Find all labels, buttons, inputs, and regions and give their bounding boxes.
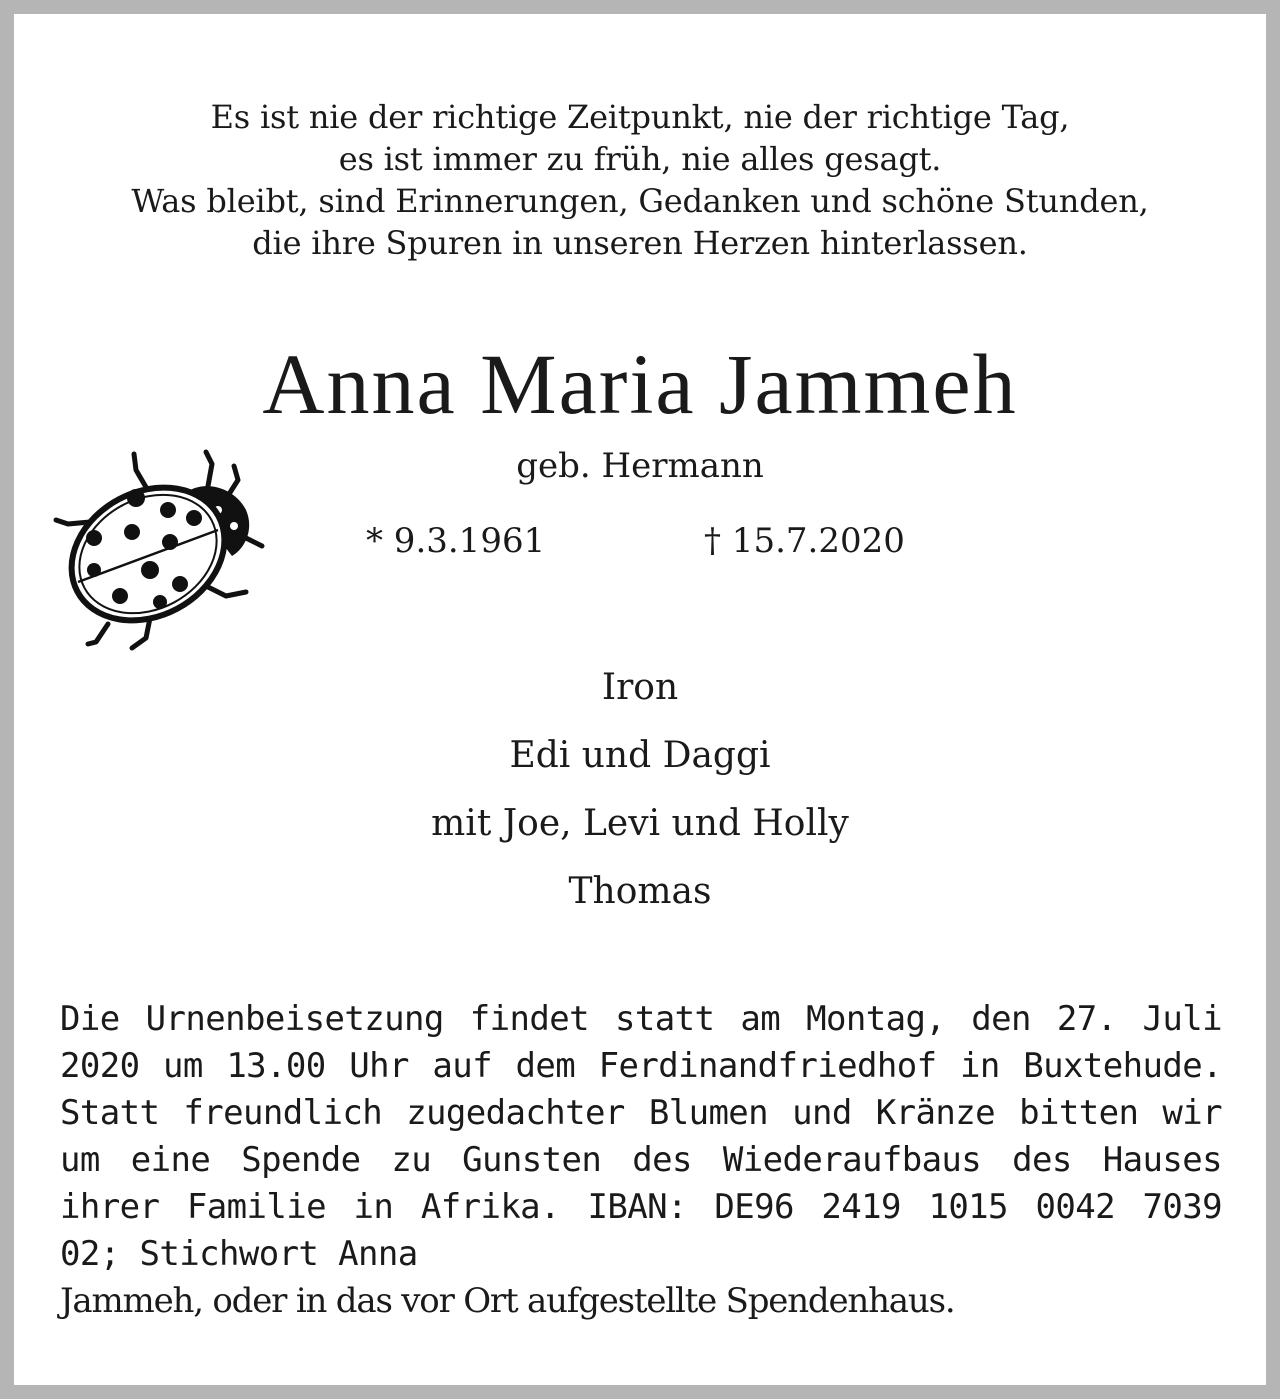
funeral-notice bbox=[60, 996, 1222, 1325]
notice-text: Die Urnenbeisetzung findet statt am Montag, den 27. Juli 2020 um 13.00 Uhr auf dem Ferdinandfriedhof in Buxtehude. Statt freundlich zugedachter Blumen und Kränze bitten wir um eine Spende zu Gunsten des Wiederaufbaus des Hauses ihrer Familie in Afrika. IBAN: DE96 2419 1015 0042 7039 02; Stichwort Anna bbox=[60, 999, 1222, 1274]
deceased-name: Anna Maria Jammeh bbox=[262, 336, 1018, 432]
family-member: Edi und Daggi bbox=[509, 735, 771, 776]
poem-line: Was bleibt, sind Erinnerungen, Gedanken und schöne Stunden, bbox=[131, 182, 1149, 220]
poem-line: die ihre Spuren in unseren Herzen hinterlassen. bbox=[252, 224, 1028, 262]
family-member: Iron bbox=[601, 667, 679, 708]
ladybug-icon bbox=[50, 446, 270, 658]
poem bbox=[14, 96, 1266, 264]
family-member: Thomas bbox=[568, 871, 712, 912]
maiden-name: geb. Hermann bbox=[516, 446, 764, 486]
poem-line: Es ist nie der richtige Zeitpunkt, nie der richtige Tag, bbox=[210, 98, 1070, 136]
death-date: † 15.7.2020 bbox=[704, 521, 905, 561]
poem-line: es ist immer zu früh, nie alles gesagt. bbox=[338, 140, 942, 178]
birth-date: * 9.3.1961 bbox=[366, 521, 546, 561]
family-list bbox=[14, 660, 1266, 932]
notice-tail: Jammeh, oder in das vor Ort aufgestellte Spendenhaus. bbox=[60, 1281, 955, 1321]
family-member: mit Joe, Levi und Holly bbox=[431, 803, 849, 844]
